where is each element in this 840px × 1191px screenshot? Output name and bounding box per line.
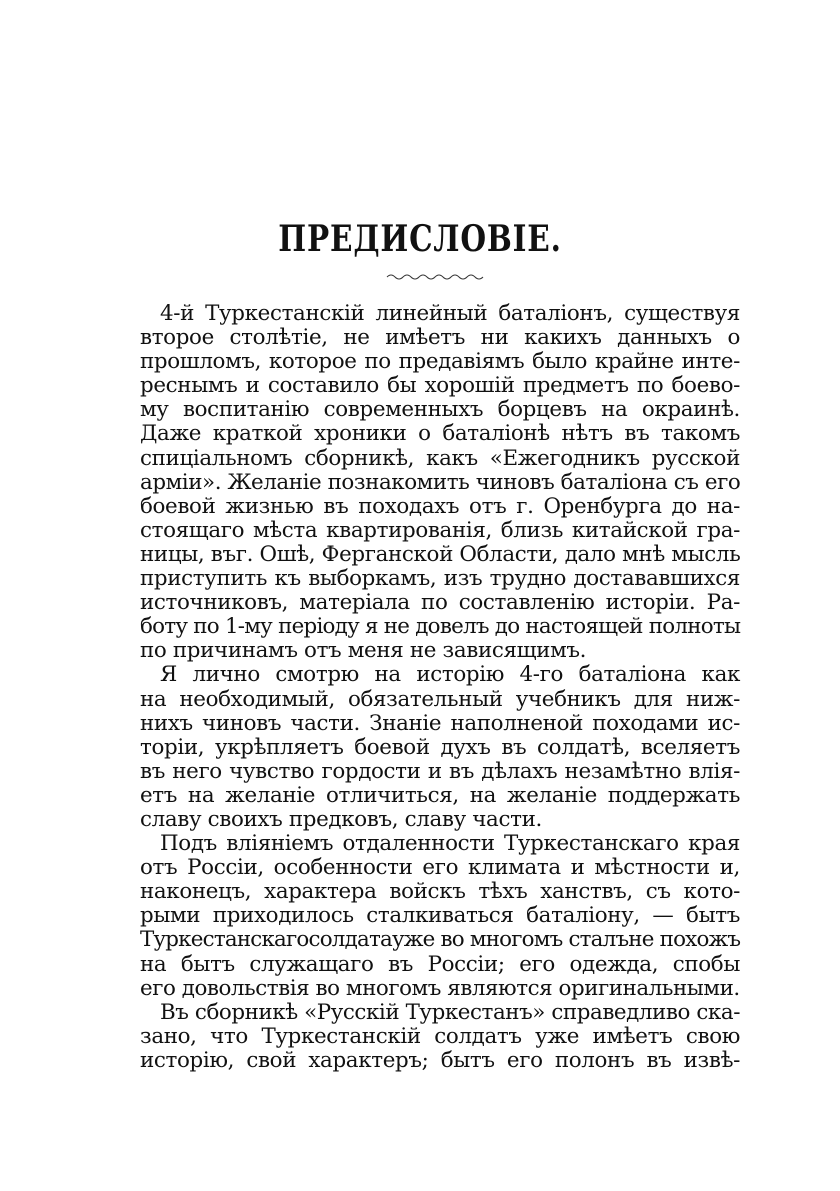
text-line: наконецъ, характера войскъ тѣхъ ханствъ, съ кото- (140, 879, 740, 905)
text-line: нихъ чиновъ части. Знаніе наполненой походами ис- (140, 710, 740, 736)
text-line: отъ Россіи, особенности его климата и мѣстности и, (140, 855, 740, 881)
title-ornament (385, 270, 485, 282)
text-line: источниковъ, матеріала по составленію исторіи. Ра- (140, 590, 740, 616)
text-line: славу своихъ предковъ, славу части. (140, 806, 542, 832)
text-line: торіи, укрѣпляетъ боевой духъ въ солдатѣ, вселяетъ (140, 734, 740, 760)
text-line: етъ на желаніе отличиться, на желаніе поддержать (140, 782, 740, 808)
text-line: Я лично смотрю на исторію 4-го баталіона как (160, 662, 740, 688)
text-line: зано, что Туркестанскій солдатъ уже имѣетъ свою (140, 1023, 740, 1049)
text-line: реснымъ и составило бы хорошій предметъ по боево- (140, 373, 740, 399)
text-line: боевой жизнью въ походахъ отъ г. Оренбурга до на- (140, 493, 740, 519)
text-line: рыми приходилось сталкиваться баталіону, — бытъ (140, 903, 740, 929)
body-text (140, 302, 740, 1073)
text-line: въ него чувство гордости и въ дѣлахъ незамѣтно влія- (140, 758, 740, 784)
text-line: арміи». Желаніе познакомить чиновъ баталіона съ его (140, 469, 741, 495)
page-title: ПРЕДИСЛОВIЕ. (278, 218, 562, 260)
text-line: стоящаго мѣста квартированія, близь китайской гра- (140, 517, 740, 543)
text-line: на необходимый, обязательный учебникъ для ниж- (140, 686, 740, 712)
text-line: на бытъ служащаго въ Россіи; его одежда, спобы (140, 951, 740, 977)
text-line: спиціальномъ сборникѣ, какъ «Ежегодникъ русской (140, 445, 740, 471)
text-line: Въ сборникѣ «Русскій Туркестанъ» справедливо ска- (160, 999, 740, 1025)
text-line: Подъ вліяніемъ отдаленности Туркестанскаго края (160, 831, 740, 857)
text-line: боту по 1-му періоду я не довелъ до настоящей полноты (140, 614, 741, 640)
text-line: исторію, свой характеръ; бытъ его полонъ въ извѣ- (140, 1047, 740, 1073)
text-line: му воспитанію современныхъ борцевъ на окраинѣ. (140, 397, 740, 423)
text-line: приступить къ выборкамъ, изъ трудно достававшихся (140, 566, 740, 592)
text-line: Даже краткой хроники о баталіонѣ нѣтъ въ такомъ (140, 421, 740, 447)
text-line: его довольствія во многомъ являются оригинальными. (140, 975, 740, 1001)
text-line: прошломъ, которое по предавіямъ было крайне инте- (140, 349, 740, 375)
text-line: 4-й Туркестанскій линейный баталіонъ, существуя (160, 301, 740, 326)
text-line: Туркестанскагосолдатауже во многомъ сталъне похожъ (140, 927, 741, 953)
text-line: ницы, въг. Ошѣ, Ферганской Области, дало мнѣ мысль (140, 541, 741, 567)
text-line: по причинамъ отъ меня не зависящимъ. (140, 638, 587, 664)
text-line: второе столѣтіе, не имѣетъ ни какихъ данныхъ о (140, 325, 740, 351)
